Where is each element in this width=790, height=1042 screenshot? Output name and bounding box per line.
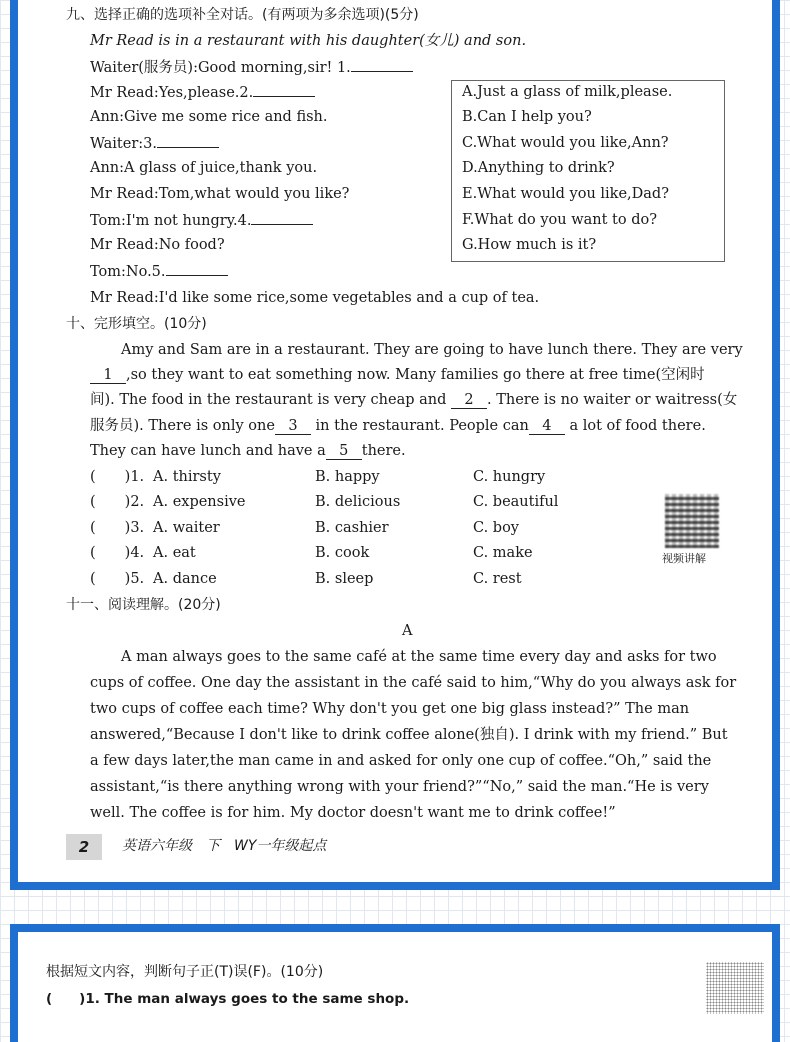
passage-line-5: a few days later,the man came in and asked for only one cup of coffee.“Oh,” said the xyxy=(90,753,712,769)
cloze-text: They can have lunch and have a xyxy=(90,443,326,459)
answer-blank-4[interactable] xyxy=(251,210,313,225)
passage-line-3: two cups of coffee each time? Why don't you get one big glass instead?” The man xyxy=(90,701,690,717)
cloze-blank-3[interactable]: 3 xyxy=(275,418,311,435)
dialogue-text: Waiter:3. xyxy=(90,136,157,152)
dialogue-line-3: Ann:Give me some rice and fish. xyxy=(90,109,328,125)
dialogue-text: Tom:I'm not hungry.4. xyxy=(90,213,252,229)
dialogue-line-2 xyxy=(90,82,315,103)
option-e: E.What would you like,Dad? xyxy=(462,186,669,202)
answer-blank-3[interactable] xyxy=(157,133,219,148)
cloze-text: in the restaurant. People can xyxy=(315,418,529,434)
dialogue-line-7 xyxy=(90,210,313,231)
page-number: 2 xyxy=(66,834,102,860)
option-c: C.What would you like,Ann? xyxy=(462,135,669,151)
question-4-option-c: C. make xyxy=(473,545,533,561)
video-explanation-label: 视频讲解 xyxy=(662,552,706,565)
cloze-text: a lot of food there. xyxy=(569,418,706,434)
question-4-option-a: A. eat xyxy=(153,545,196,561)
option-b: B.Can I help you? xyxy=(462,109,592,125)
question-2-option-c: C. beautiful xyxy=(473,494,559,510)
answer-blank-5[interactable] xyxy=(166,261,228,276)
dialogue-intro: Mr Read is in a restaurant with his daughter(女儿) and son. xyxy=(90,33,527,49)
question-2-option-a: A. expensive xyxy=(153,494,246,510)
dialogue-text: Tom:No.5. xyxy=(90,264,166,280)
section10-heading: 十、完形填空。(10分) xyxy=(66,316,207,332)
answer-blank-1[interactable] xyxy=(351,57,413,72)
passage-title: A xyxy=(402,623,413,639)
cloze-blank-4[interactable]: 4 xyxy=(529,418,565,435)
section11-heading: 十一、阅读理解。(20分) xyxy=(66,597,221,613)
cloze-text: 服务员). There is only one xyxy=(90,418,275,434)
section9-heading: 九、选择正确的选项补全对话。(有两项为多余选项)(5分) xyxy=(66,7,419,23)
dialogue-text: Mr Read:Yes,please.2. xyxy=(90,85,254,101)
cloze-line-5 xyxy=(90,441,406,461)
question-5-option-b: B. sleep xyxy=(315,571,374,587)
cloze-line-1: Amy and Sam are in a restaurant. They are going to have lunch there. They are very xyxy=(121,342,743,358)
cloze-line-4 xyxy=(90,416,706,436)
dialogue-line-9 xyxy=(90,261,228,282)
dialogue-line-6: Mr Read:Tom,what would you like? xyxy=(90,186,350,202)
page-frame-bottom xyxy=(10,924,780,1042)
cloze-line-3 xyxy=(90,390,737,410)
question-4-number[interactable]: ( )4. xyxy=(90,545,145,561)
passage-line-1: A man always goes to the same café at the same time every day and asks for two xyxy=(121,649,717,665)
cloze-line-2 xyxy=(90,365,705,385)
dialogue-text: Waiter(服务员):Good morning,sir! 1. xyxy=(90,60,351,76)
question-1-number[interactable]: ( )1. xyxy=(90,469,145,485)
dialogue-line-1 xyxy=(90,57,413,78)
option-g: G.How much is it? xyxy=(462,237,597,253)
question-1-option-c: C. hungry xyxy=(473,469,546,485)
next-page-instruction: 根据短文内容，判断句子正(T)误(F)。(10分) xyxy=(46,964,324,980)
option-f: F.What do you want to do? xyxy=(462,212,658,228)
passage-line-6: assistant,“is there anything wrong with your friend?”“No,” said the man.“He is very xyxy=(90,779,709,795)
passage-line-2: cups of coffee. One day the assistant in the café said to him,“Why do you always ask for xyxy=(90,675,737,691)
next-page-question-1[interactable]: ( )1. The man always goes to the same shop. xyxy=(46,991,410,1007)
answer-blank-2[interactable] xyxy=(253,82,315,97)
question-5-number[interactable]: ( )5. xyxy=(90,571,145,587)
question-4-option-b: B. cook xyxy=(315,545,370,561)
dialogue-line-5: Ann:A glass of juice,thank you. xyxy=(90,160,318,176)
cloze-text: 间). The food in the restaurant is very cheap and xyxy=(90,392,447,408)
cloze-text: ,so they want to eat something now. Many families go there at free time(空闲时 xyxy=(126,367,705,383)
dialogue-line-8: Mr Read:No food? xyxy=(90,237,225,253)
book-title: 英语六年级 下 WY一年级起点 xyxy=(122,838,327,854)
dot-pattern xyxy=(706,962,764,1014)
option-a: A.Just a glass of milk,please. xyxy=(462,84,673,100)
question-5-option-a: A. dance xyxy=(153,571,217,587)
question-3-option-c: C. boy xyxy=(473,520,519,536)
cloze-text: . There is no waiter or waitress(女 xyxy=(487,392,738,408)
cloze-blank-1[interactable]: 1 xyxy=(90,367,126,384)
question-5-option-c: C. rest xyxy=(473,571,522,587)
option-d: D.Anything to drink? xyxy=(462,160,615,176)
passage-line-7: well. The coffee is for him. My doctor doesn't want me to drink coffee!” xyxy=(90,805,616,821)
question-3-option-a: A. waiter xyxy=(153,520,220,536)
cloze-blank-2[interactable]: 2 xyxy=(451,392,487,409)
question-3-option-b: B. cashier xyxy=(315,520,389,536)
passage-line-4: answered,“Because I don't like to drink coffee alone(独自). I drink with my friend.” But xyxy=(90,727,728,743)
question-3-number[interactable]: ( )3. xyxy=(90,520,145,536)
cloze-blank-5[interactable]: 5 xyxy=(326,443,362,460)
question-1-option-a: A. thirsty xyxy=(153,469,221,485)
question-1-option-b: B. happy xyxy=(315,469,380,485)
dialogue-line-10: Mr Read:I'd like some rice,some vegetables and a cup of tea. xyxy=(90,290,540,306)
dialogue-line-4 xyxy=(90,133,219,154)
question-2-number[interactable]: ( )2. xyxy=(90,494,145,510)
question-2-option-b: B. delicious xyxy=(315,494,401,510)
qr-code[interactable] xyxy=(665,494,719,548)
cloze-text: there. xyxy=(361,443,406,459)
